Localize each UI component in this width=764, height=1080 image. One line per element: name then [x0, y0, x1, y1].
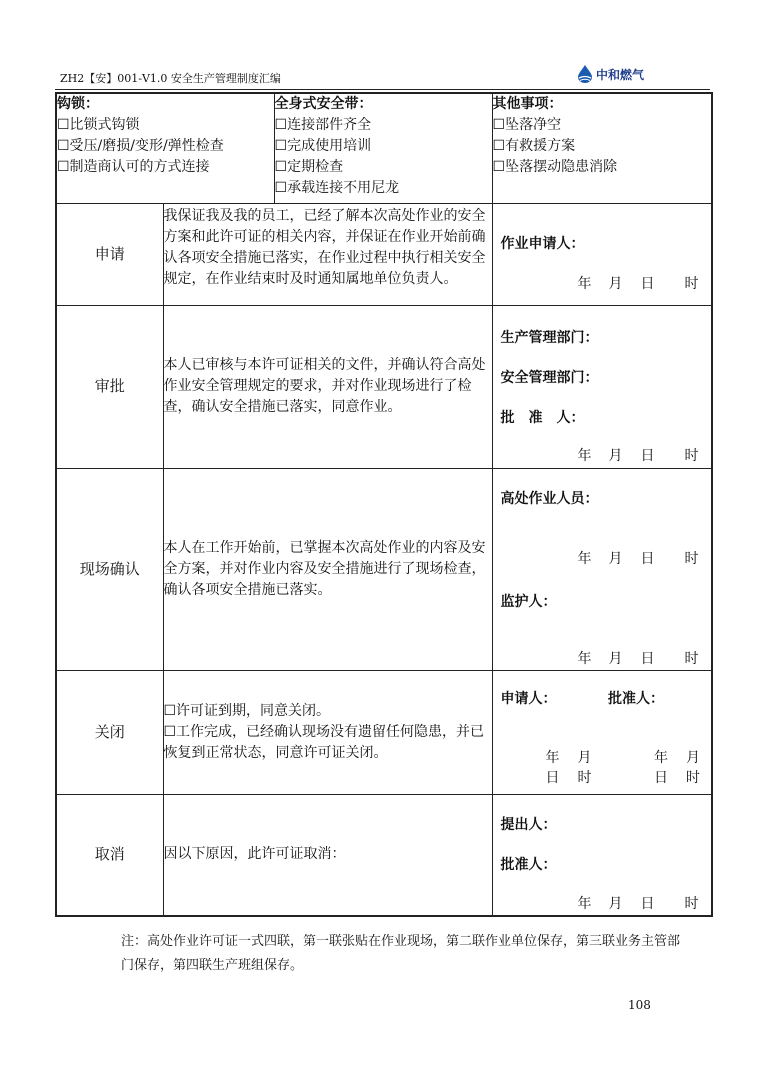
- supervisor-label: 监护人：: [500, 593, 557, 610]
- close-option-completed[interactable]: ☐工作完成，已经确认现场没有遗留任何隐患，并已恢复到正常状态，同意许可证关闭。: [163, 723, 485, 761]
- date-month: 月: [608, 550, 623, 567]
- other-title: 其他事项：: [492, 96, 563, 112]
- date-hour: 时: [684, 895, 699, 912]
- cancel-row: [56, 794, 712, 916]
- date-year: 年: [545, 749, 560, 766]
- harness-item[interactable]: ☐完成使用培训: [274, 138, 372, 154]
- footnote: 注：高处作业许可证一式四联，第一联张贴在作业现场，第二联作业单位保存，第三联业务主管部门保存，第四联生产班组保存。: [121, 934, 681, 973]
- harness-item[interactable]: ☐承载连接不用尼龙: [274, 180, 400, 196]
- flame-drop-icon: [576, 64, 594, 84]
- date-hour: 时: [684, 650, 699, 667]
- close-option-expired[interactable]: ☐许可证到期，同意关闭。: [163, 702, 331, 719]
- cancel-label: 取消: [56, 794, 163, 916]
- date-year: 年: [654, 749, 669, 766]
- date-month: 月: [608, 275, 623, 292]
- date-year: 年: [577, 895, 592, 912]
- safety-dept-label: 安全管理部门：: [500, 369, 599, 386]
- date-hour: 时: [577, 769, 592, 786]
- hook-checklist: [56, 93, 274, 203]
- approve-date: [493, 446, 711, 466]
- date-hour: 时: [684, 275, 699, 292]
- approve-label: 审批: [56, 305, 163, 468]
- close-label: 关闭: [56, 670, 163, 794]
- confirm-signature-cell[interactable]: [492, 468, 712, 670]
- date-day: 日: [640, 650, 655, 667]
- date-month: 月: [608, 447, 623, 464]
- proposer-label: 提出人：: [500, 816, 557, 833]
- date-month: 月: [577, 749, 592, 766]
- confirm-statement: 本人在工作开始前，已掌握本次高处作业的内容及安全方案，并对作业内容及安全措施进行了现场检查，确认各项安全措施已落实。: [163, 468, 492, 670]
- page-number: 108: [628, 998, 651, 1012]
- equipment-row: [56, 93, 712, 203]
- other-item[interactable]: ☐坠落摆动隐患消除: [492, 159, 618, 175]
- date-hour: 时: [684, 447, 699, 464]
- date-day: 日: [640, 550, 655, 567]
- production-dept-label: 生产管理部门：: [500, 329, 599, 346]
- close-applicant-label: 申请人：: [500, 690, 557, 707]
- date-day: 日: [640, 447, 655, 464]
- date-day: 日: [545, 769, 560, 786]
- hook-item[interactable]: ☐制造商认可的方式连接: [57, 159, 210, 175]
- date-hour: 时: [686, 769, 701, 786]
- hook-item[interactable]: ☐受压/磨损/变形/弹性检查: [57, 138, 224, 154]
- worker-label: 高处作业人员：: [500, 490, 599, 507]
- apply-statement: 我保证我及我的员工，已经了解本次高处作业的安全方案和此许可证的相关内容，并保证在作业开始前确认各项安全措施已落实，在作业过程中执行相关安全规定，在作业结束时及时通知属地单位负责人。: [163, 203, 492, 305]
- date-year: 年: [577, 275, 592, 292]
- worker-date: [493, 549, 711, 569]
- applicant-label: 作业申请人：: [500, 235, 585, 252]
- close-approver-label: 批准人：: [608, 690, 665, 707]
- close-options: [163, 670, 492, 794]
- apply-date: [493, 274, 711, 294]
- apply-row: [56, 203, 712, 305]
- company-name: 中和燃气: [596, 67, 645, 82]
- date-year: 年: [577, 650, 592, 667]
- close-applicant-date: [493, 748, 603, 792]
- cancel-date: [493, 894, 711, 914]
- date-year: 年: [577, 550, 592, 567]
- date-month: 月: [686, 749, 701, 766]
- apply-signature-cell[interactable]: [492, 203, 712, 305]
- other-checklist: [492, 93, 712, 203]
- close-approver-date: [602, 748, 712, 792]
- approve-signature-cell[interactable]: [492, 305, 712, 468]
- cancel-reason[interactable]: 因以下原因，此许可证取消：: [163, 794, 492, 916]
- harness-item[interactable]: ☐定期检查: [274, 159, 344, 175]
- supervisor-date: [493, 649, 711, 669]
- hook-title: 钩锁：: [57, 96, 99, 112]
- header-divider: [55, 89, 710, 90]
- confirm-row: [56, 468, 712, 670]
- close-applicant-cell[interactable]: [492, 670, 602, 794]
- confirm-label: 现场确认: [56, 468, 163, 670]
- date-day: 日: [640, 895, 655, 912]
- harness-item[interactable]: ☐连接部件齐全: [274, 117, 372, 133]
- cancel-signature-cell[interactable]: [492, 794, 712, 916]
- approver-label: 批 准 人：: [500, 409, 585, 426]
- other-item[interactable]: ☐坠落净空: [492, 117, 562, 133]
- company-logo: [576, 62, 686, 86]
- date-year: 年: [577, 447, 592, 464]
- apply-label: 申请: [56, 203, 163, 305]
- close-row: [56, 670, 712, 794]
- date-month: 月: [608, 895, 623, 912]
- date-month: 月: [608, 650, 623, 667]
- other-item[interactable]: ☐有救援方案: [492, 138, 576, 154]
- hook-item[interactable]: ☐比锁式钩锁: [57, 117, 140, 133]
- harness-checklist: [274, 93, 492, 203]
- document-title: ZH2【安】001-V1.0 安全生产管理制度汇编: [60, 72, 281, 85]
- close-approver-cell[interactable]: [602, 670, 712, 794]
- date-day: 日: [640, 275, 655, 292]
- date-day: 日: [654, 769, 669, 786]
- approve-row: [56, 305, 712, 468]
- harness-title: 全身式安全带：: [274, 96, 373, 112]
- permit-form-table: [55, 92, 713, 917]
- date-hour: 时: [684, 550, 699, 567]
- approve-statement: 本人已审核与本许可证相关的文件，并确认符合高处作业安全管理规定的要求，并对作业现场进行了检查，确认安全措施已落实，同意作业。: [163, 305, 492, 468]
- cancel-approver-label: 批准人：: [500, 856, 557, 873]
